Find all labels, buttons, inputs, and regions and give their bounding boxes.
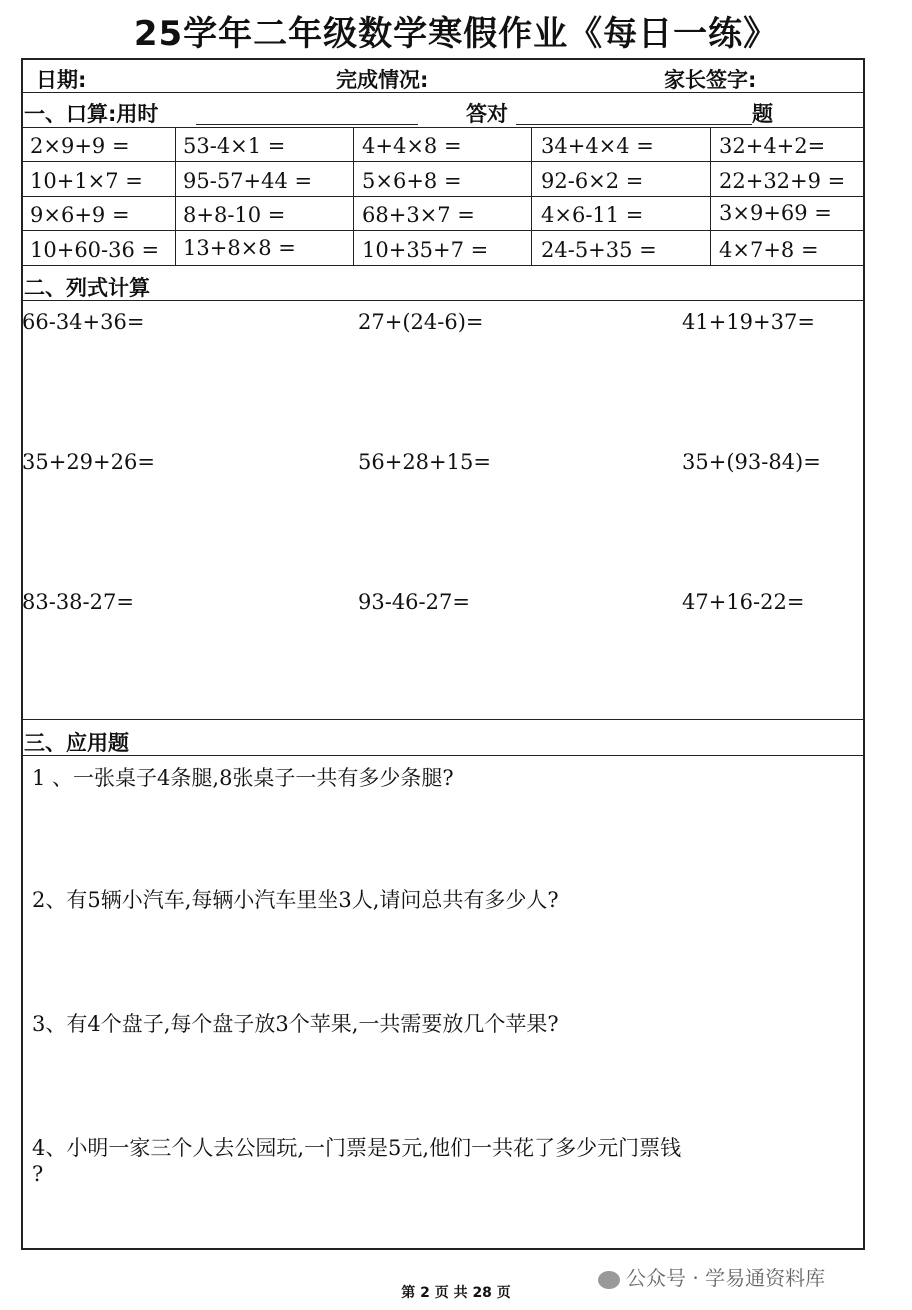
written-calc-item: 41+19+37= xyxy=(682,310,815,334)
wechat-icon xyxy=(598,1271,620,1289)
time-blank xyxy=(196,124,418,125)
oral-calc-cell: 53-4×1 = xyxy=(183,134,286,158)
oral-calc-cell: 8+8-10 = xyxy=(183,203,286,227)
oral-calc-cell: 24-5+35 = xyxy=(541,238,657,262)
grid-line xyxy=(531,127,532,265)
written-calc-item: 47+16-22= xyxy=(682,590,805,614)
oral-calc-cell: 4×7+8 = xyxy=(719,238,819,262)
oral-calc-cell: 22+32+9 = xyxy=(719,169,846,193)
watermark-text: 公众号 · 学易通资料库 xyxy=(626,1266,826,1290)
oral-calc-cell: 10+60-36 = xyxy=(30,238,160,262)
oral-calc-cell: 32+4+2= xyxy=(719,134,826,158)
oral-calc-cell: 10+1×7 = xyxy=(30,169,143,193)
divider xyxy=(21,300,865,301)
oral-calc-cell: 4+4×8 = xyxy=(362,134,462,158)
written-calc-item: 93-46-27= xyxy=(358,590,470,614)
word-problem-tail: ? xyxy=(32,1162,44,1186)
section3-heading: 三、应用题 xyxy=(24,731,129,755)
parent-sign-label: 家长签字: xyxy=(664,68,757,92)
written-calc-item: 83-38-27= xyxy=(22,590,134,614)
section2-heading: 二、列式计算 xyxy=(24,276,150,300)
answer-label: 答对 xyxy=(466,102,508,126)
word-problem: 1 、一张桌子4条腿,8张桌子一共有多少条腿? xyxy=(32,766,454,790)
divider xyxy=(21,719,865,720)
grid-line xyxy=(353,127,354,265)
divider xyxy=(21,755,865,756)
written-calc-item: 66-34+36= xyxy=(22,310,145,334)
oral-calc-cell: 13+8×8 = xyxy=(183,236,296,260)
answer-blank xyxy=(516,124,752,125)
divider xyxy=(21,127,865,128)
watermark xyxy=(598,1262,825,1291)
section1-heading: 一、口算:用时 xyxy=(24,102,159,126)
word-problem: 2、有5辆小汽车,每辆小汽车里坐3人,请问总共有多少人? xyxy=(32,888,559,912)
oral-calc-cell: 95-57+44 = xyxy=(183,169,313,193)
divider xyxy=(21,92,865,93)
page-number: 第 2 页 共 28 页 xyxy=(401,1285,511,1301)
oral-calc-cell: 68+3×7 = xyxy=(362,203,475,227)
written-calc-item: 35+(93-84)= xyxy=(682,450,821,474)
question-unit: 题 xyxy=(752,102,773,126)
grid-line xyxy=(21,161,865,162)
oral-calc-cell: 5×6+8 = xyxy=(362,169,462,193)
word-problem: 3、有4个盘子,每个盘子放3个苹果,一共需要放几个苹果? xyxy=(32,1012,559,1036)
oral-calc-cell: 10+35+7 = xyxy=(362,238,489,262)
grid-line xyxy=(710,127,711,265)
written-calc-item: 27+(24-6)= xyxy=(358,310,484,334)
page-title: 25学年二年级数学寒假作业《每日一练》 xyxy=(133,14,779,54)
oral-calc-cell: 34+4×4 = xyxy=(541,134,654,158)
grid-line xyxy=(21,196,865,197)
oral-calc-cell: 2×9+9 = xyxy=(30,134,130,158)
date-label: 日期: xyxy=(36,68,87,92)
oral-calc-cell: 92-6×2 = xyxy=(541,169,644,193)
grid-line xyxy=(21,230,865,231)
word-problem: 4、小明一家三个人去公园玩,一门票是5元,他们一共花了多少元门票钱 xyxy=(32,1136,682,1160)
divider xyxy=(21,265,865,266)
oral-calc-cell: 9×6+9 = xyxy=(30,203,130,227)
written-calc-item: 56+28+15= xyxy=(358,450,491,474)
completion-label: 完成情况: xyxy=(336,68,429,92)
worksheet-frame xyxy=(21,58,865,1250)
oral-calc-cell: 3×9+69 = xyxy=(719,201,832,225)
written-calc-item: 35+29+26= xyxy=(22,450,155,474)
oral-calc-cell: 4×6-11 = xyxy=(541,203,644,227)
grid-line xyxy=(175,127,176,265)
